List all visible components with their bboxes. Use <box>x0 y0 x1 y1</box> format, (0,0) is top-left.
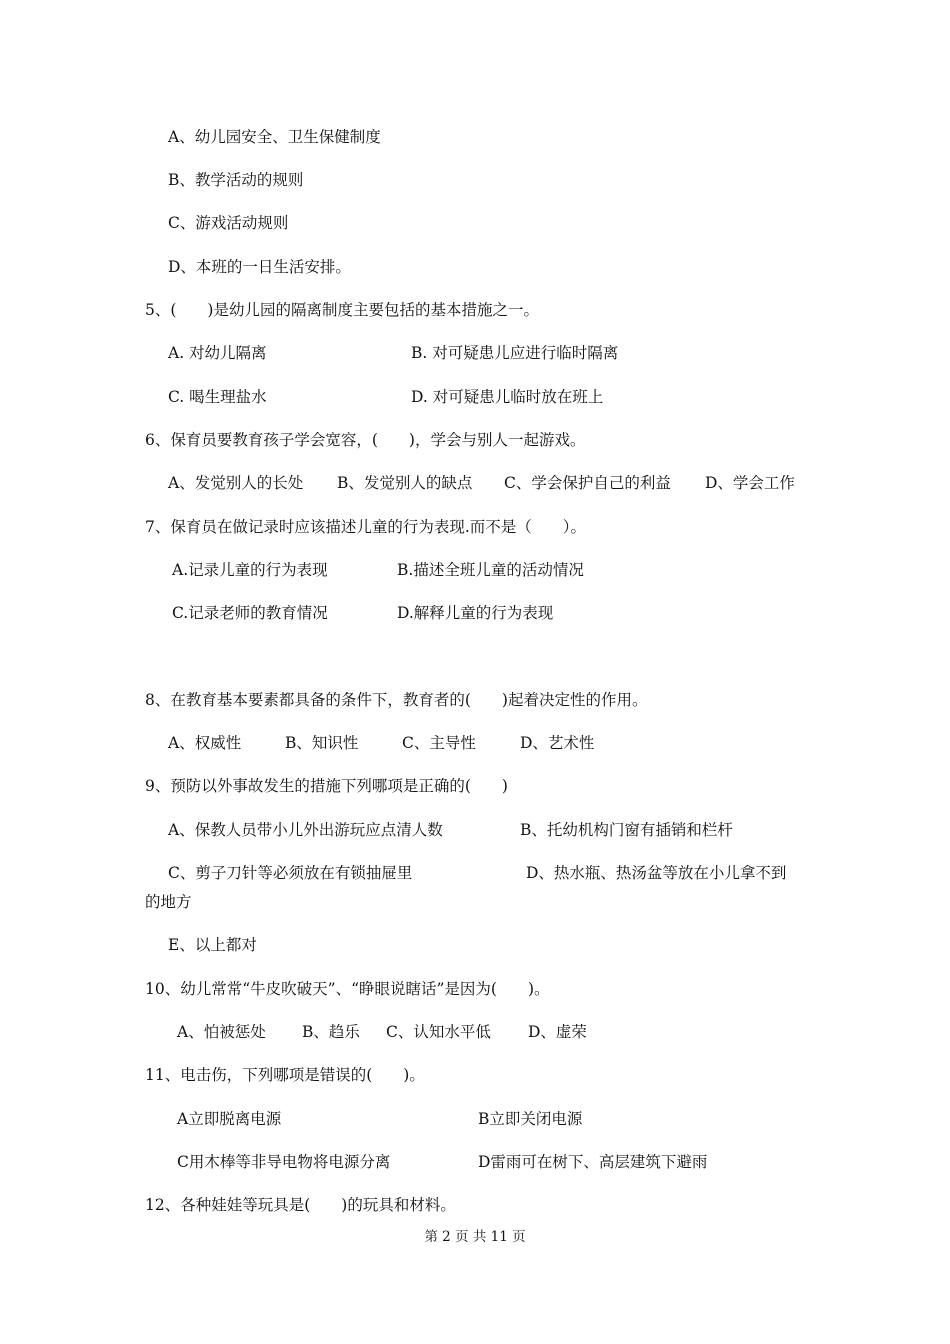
q8-option-c: C、主导性 <box>402 734 476 752</box>
q6-option-b: B、发觉别人的缺点 <box>337 474 473 492</box>
q12-stem: 12、各种娃娃等玩具是( )的玩具和材料。 <box>145 1196 456 1214</box>
q10-option-b: B、趋乐 <box>302 1023 360 1041</box>
q11-option-b: B立即关闭电源 <box>478 1110 583 1128</box>
q5-option-a: A. 对幼儿隔离 <box>168 344 267 362</box>
page-footer: 第 2 页 共 11 页 <box>424 1229 526 1245</box>
q7-option-d: D.解释儿童的行为表现 <box>397 604 554 622</box>
q6-stem: 6、保育员要教育孩子学会宽容，( )，学会与别人一起游戏。 <box>145 431 586 449</box>
q5-stem: 5、( )是幼儿园的隔离制度主要包括的基本措施之一。 <box>145 301 539 319</box>
q4-option-d: D、本班的一日生活安排。 <box>168 258 351 276</box>
q9-option-a: A、保教人员带小儿外出游玩应点清人数 <box>168 821 443 839</box>
q11-option-a: A立即脱离电源 <box>177 1110 282 1128</box>
q11-option-d: D雷雨可在树下、高层建筑下避雨 <box>478 1153 708 1171</box>
q4-option-c: C、游戏活动规则 <box>168 214 289 232</box>
q9-option-d: D、热水瓶、热汤盆等放在小儿拿不到 <box>526 864 787 882</box>
q10-stem: 10、幼儿常常“牛皮吹破天”、“睁眼说瞎话”是因为( )。 <box>145 980 550 998</box>
q8-option-b: B、知识性 <box>285 734 359 752</box>
q11-option-c: C用木棒等非导电物将电源分离 <box>177 1153 391 1171</box>
q11-stem: 11、电击伤，下列哪项是错误的( )。 <box>145 1066 425 1084</box>
q5-option-b: B. 对可疑患儿应进行临时隔离 <box>411 344 619 362</box>
q9-option-d-continued: 的地方 <box>145 893 192 911</box>
q4-option-b: B、教学活动的规则 <box>168 171 304 189</box>
q6-option-d: D、学会工作 <box>705 474 795 492</box>
q10-option-d: D、虚荣 <box>528 1023 587 1041</box>
q8-option-a: A、权威性 <box>168 734 242 752</box>
q5-option-c: C. 喝生理盐水 <box>168 388 267 406</box>
q10-option-c: C、认知水平低 <box>386 1023 491 1041</box>
q9-option-e: E、以上都对 <box>168 936 257 954</box>
q8-stem: 8、在教育基本要素都具备的条件下，教育者的( )起着决定性的作用。 <box>145 691 648 709</box>
q6-option-c: C、学会保护自己的利益 <box>504 474 671 492</box>
q9-stem: 9、预防以外事故发生的措施下列哪项是正确的( ) <box>145 777 508 795</box>
q10-option-a: A、怕被惩处 <box>177 1023 266 1041</box>
q4-option-a: A、幼儿园安全、卫生保健制度 <box>168 128 381 146</box>
q5-option-d: D. 对可疑患儿临时放在班上 <box>411 388 604 406</box>
q8-option-d: D、艺术性 <box>520 734 595 752</box>
q7-option-b: B.描述全班儿童的活动情况 <box>397 561 584 579</box>
q7-stem: 7、保育员在做记录时应该描述儿童的行为表现.而不是（ ）。 <box>145 518 587 536</box>
q7-option-a: A.记录儿童的行为表现 <box>172 561 328 579</box>
q9-option-b: B、托幼机构门窗有插销和栏杆 <box>520 821 733 839</box>
q9-option-c: C、剪子刀针等必须放在有锁抽屉里 <box>168 864 413 882</box>
q6-option-a: A、发觉别人的长处 <box>168 474 304 492</box>
q7-option-c: C.记录老师的教育情况 <box>172 604 328 622</box>
